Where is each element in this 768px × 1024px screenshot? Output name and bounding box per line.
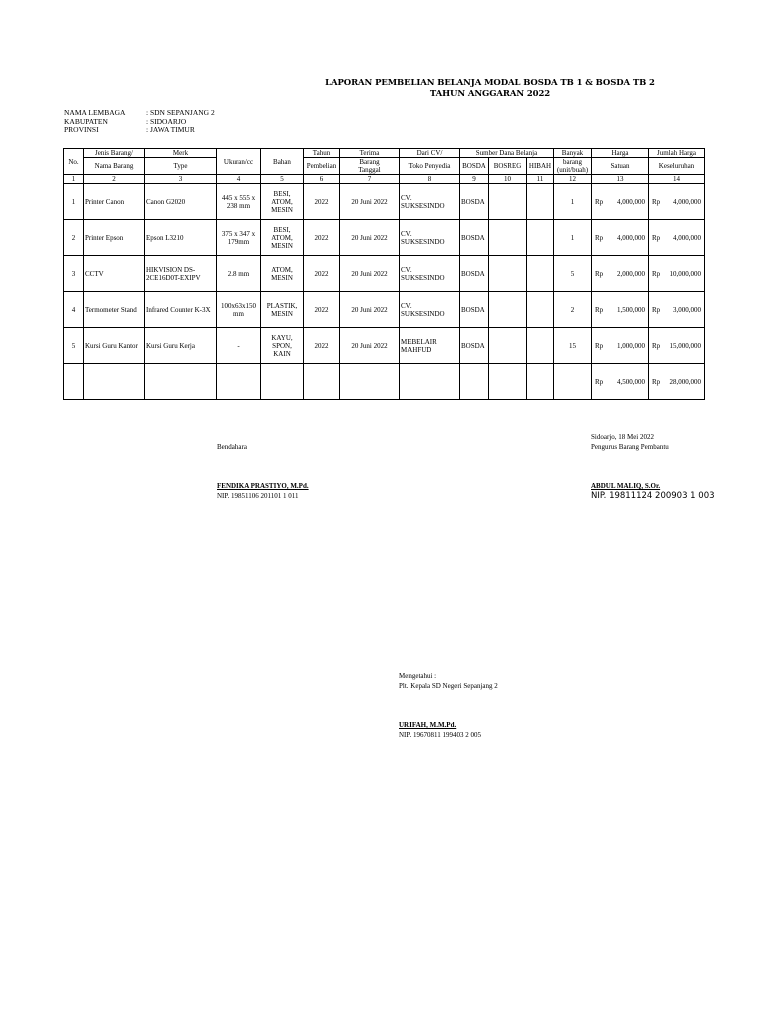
cell-merk: Epson L3210 (145, 220, 217, 256)
cell-bahan (261, 256, 304, 292)
kepala-nip: NIP. 19670811 199403 2 005 (399, 731, 481, 739)
info-value: : SDN SEPANJANG 2 (146, 108, 215, 117)
header-jumlah: Jumlah Harga (649, 149, 705, 158)
toko-line: CV. (401, 265, 412, 274)
pengurus-nip: NIP. 19811124 200903 1 003 (591, 491, 715, 501)
harga-value: 1,500,000 (617, 305, 645, 314)
report-year: TAHUN ANGGARAN 2022 (429, 89, 551, 99)
ukuran-line: 179mm (227, 237, 250, 246)
toko-line: SUKSESINDO (401, 273, 445, 282)
column-number: 7 (340, 175, 400, 184)
signature-bendahara-role: Bendahara (217, 443, 247, 451)
ukuran-line: mm (233, 309, 244, 318)
header-jenis: Jenis Barang/ (84, 149, 145, 158)
cell-banyak: 15 (554, 328, 592, 364)
cell-harga (592, 184, 649, 220)
cell-bahan (261, 292, 304, 328)
cell-merk: Canon G2020 (145, 184, 217, 220)
ukuran-line: - (237, 341, 240, 350)
place-date: Sidoarjo, 18 Mei 2022 (591, 433, 654, 441)
header-nama-barang: Nama Barang (84, 158, 145, 175)
cell-tanggal: 20 Juni 2022 (340, 220, 400, 256)
mengetahui-label: Mengetahui : (399, 672, 437, 680)
currency-label: Rp (595, 341, 604, 350)
bahan-line: SPON, (272, 341, 292, 350)
bahan-line: KAIN (273, 349, 291, 358)
cell-hibah (527, 220, 554, 256)
cell-bosreg (489, 184, 527, 220)
header-satuan: Satuan (592, 158, 649, 175)
cell-tahun: 2022 (304, 292, 340, 328)
cell-ukuran (217, 256, 261, 292)
cell-nama: CCTV (84, 256, 145, 292)
cell-banyak: 1 (554, 184, 592, 220)
currency-label: Rp (652, 377, 661, 386)
column-number: 8 (400, 175, 460, 184)
cell-bosreg (489, 292, 527, 328)
jumlah-value: 4,000,000 (673, 197, 701, 206)
column-number: 6 (304, 175, 340, 184)
totals-row (64, 364, 705, 400)
cell-banyak: 1 (554, 220, 592, 256)
cell-empty (340, 364, 400, 400)
jumlah-value: 10,000,000 (669, 269, 701, 278)
info-value: : SIDOARJO (146, 116, 187, 126)
info-label: PROVINSI (64, 125, 99, 135)
bahan-line: ATOM, (271, 197, 293, 206)
currency-label: Rp (595, 269, 604, 278)
column-number: 12 (554, 175, 592, 184)
cell-empty (145, 364, 217, 400)
column-number: 2 (84, 175, 145, 184)
toko-line: SUKSESINDO (401, 237, 445, 246)
cell-bosda: BOSDA (460, 184, 489, 220)
currency-label: Rp (652, 233, 661, 242)
cell-tahun: 2022 (304, 220, 340, 256)
signature-pengurus (591, 481, 715, 501)
header-barang-tanggal (340, 158, 400, 175)
table-row (64, 328, 705, 364)
purchase-table (63, 148, 705, 400)
harga-value: 4,000,000 (617, 233, 645, 242)
cell-toko (400, 328, 460, 364)
bahan-line: BESI, (273, 225, 291, 234)
institution-info (64, 109, 215, 135)
cell-toko (400, 256, 460, 292)
currency-label: Rp (595, 233, 604, 242)
cell-no: 3 (64, 256, 84, 292)
header-toko: Toko Penyedia (400, 158, 460, 175)
cell-no: 4 (64, 292, 84, 328)
ukuran-line: 100x63x150 (221, 301, 256, 310)
header-bosda: BOSDA (460, 158, 489, 175)
cell-harga (592, 256, 649, 292)
table-row (64, 292, 705, 328)
cell-toko (400, 184, 460, 220)
toko-line: CV. (401, 193, 412, 202)
cell-bosda: BOSDA (460, 220, 489, 256)
cell-empty (527, 364, 554, 400)
header-terima: Terima (340, 149, 400, 158)
cell-hibah (527, 328, 554, 364)
header-sumber-dana: Sumber Dana Belanja (460, 149, 554, 158)
cell-empty (400, 364, 460, 400)
info-label: NAMA LEMBAGA (64, 108, 126, 117)
signature-kepala-header (399, 671, 498, 691)
cell-banyak: 5 (554, 256, 592, 292)
column-number: 5 (261, 175, 304, 184)
cell-tahun: 2022 (304, 184, 340, 220)
bahan-line: PLASTIK, (266, 301, 298, 310)
info-value: : JAWA TIMUR (146, 125, 195, 135)
total-harga-value: 4,500,000 (617, 377, 645, 386)
harga-value: 4,000,000 (617, 197, 645, 206)
cell-jumlah (649, 256, 705, 292)
cell-no: 2 (64, 220, 84, 256)
bendahara-name: FENDIKA PRASTIYO, M.Pd. (217, 482, 309, 490)
currency-label: Rp (652, 341, 661, 350)
cell-nama: Printer Canon (84, 184, 145, 220)
bahan-line: MESIN (271, 205, 293, 214)
currency-label: Rp (652, 197, 661, 206)
currency-label: Rp (652, 305, 661, 314)
cell-banyak: 2 (554, 292, 592, 328)
column-number: 14 (649, 175, 705, 184)
bahan-line: ATOM, (271, 233, 293, 242)
bahan-line: KAYU, (271, 333, 293, 342)
cell-merk: Infrared Counter K-3X (145, 292, 217, 328)
cell-ukuran (217, 184, 261, 220)
cell-jumlah (649, 184, 705, 220)
table-row (64, 220, 705, 256)
cell-merk: Kursi Guru Kerja (145, 328, 217, 364)
column-number: 13 (592, 175, 649, 184)
header-ukuran: Ukuran/cc (217, 149, 261, 175)
bahan-line: MESIN (271, 309, 293, 318)
signature-kepala (399, 720, 481, 740)
header-barang-unit (554, 158, 592, 175)
header-unit-label: (unit/buah) (556, 166, 589, 174)
column-number: 1 (64, 175, 84, 184)
currency-label: Rp (652, 269, 661, 278)
header-bosreg: BOSREG (489, 158, 527, 175)
toko-line: SUKSESINDO (401, 201, 445, 210)
cell-empty (217, 364, 261, 400)
cell-bosreg (489, 220, 527, 256)
cell-tanggal: 20 Juni 2022 (340, 256, 400, 292)
header-barang: Barang (359, 158, 380, 166)
toko-line: CV. (401, 301, 412, 310)
header-tanggal: Tanggal (358, 166, 381, 174)
header-bahan: Bahan (261, 149, 304, 175)
currency-label: Rp (595, 305, 604, 314)
kepala-name: URIFAH, M.M.Pd. (399, 721, 457, 729)
cell-nama: Termometer Stand (84, 292, 145, 328)
cell-bosreg (489, 328, 527, 364)
cell-bahan (261, 184, 304, 220)
kepala-role: Plt. Kepala SD Negeri Sepanjang 2 (399, 682, 498, 690)
jumlah-value: 15,000,000 (669, 341, 701, 350)
total-harga (592, 364, 649, 400)
header-barang-label: barang (562, 158, 583, 166)
cell-empty (554, 364, 592, 400)
bahan-line: MESIN (271, 241, 293, 250)
cell-tahun: 2022 (304, 328, 340, 364)
header-pembelian: Pembelian (304, 158, 340, 175)
cell-bosda: BOSDA (460, 256, 489, 292)
cell-harga (592, 328, 649, 364)
cell-jumlah (649, 220, 705, 256)
currency-label: Rp (595, 377, 604, 386)
cell-merk: HIKVISION DS-2CE16D0T-EXIPV (145, 256, 217, 292)
cell-hibah (527, 184, 554, 220)
bahan-line: BESI, (273, 189, 291, 198)
column-number: 4 (217, 175, 261, 184)
cell-tanggal: 20 Juni 2022 (340, 328, 400, 364)
column-number: 10 (489, 175, 527, 184)
cell-empty (460, 364, 489, 400)
cell-no: 1 (64, 184, 84, 220)
cell-empty (489, 364, 527, 400)
cell-tanggal: 20 Juni 2022 (340, 184, 400, 220)
cell-bosda: BOSDA (460, 328, 489, 364)
cell-harga (592, 292, 649, 328)
pengurus-role: Pengurus Barang Pembantu (591, 443, 669, 451)
header-harga: Harga (592, 149, 649, 158)
info-label: KABUPATEN (64, 116, 108, 126)
cell-empty (304, 364, 340, 400)
header-row-2 (64, 158, 705, 175)
toko-line: MAHFUD (401, 345, 432, 354)
total-jumlah (649, 364, 705, 400)
table-row (64, 184, 705, 220)
jumlah-value: 3,000,000 (673, 305, 701, 314)
toko-line: MEBELAIR (401, 337, 437, 346)
cell-toko (400, 292, 460, 328)
total-jumlah-value: 28,000,000 (669, 377, 701, 386)
cell-ukuran (217, 292, 261, 328)
cell-bahan (261, 328, 304, 364)
bahan-line: ATOM, (271, 265, 293, 274)
header-banyak: Banyak (554, 149, 592, 158)
ukuran-line: 2.8 mm (227, 269, 250, 278)
cell-jumlah (649, 328, 705, 364)
signature-pengurus-header (591, 432, 669, 452)
toko-line: SUKSESINDO (401, 309, 445, 318)
pengurus-name: ABDUL MALIQ, S.Or. (591, 482, 661, 490)
cell-toko (400, 220, 460, 256)
header-dari: Dari CV/ (400, 149, 460, 158)
cell-no: 5 (64, 328, 84, 364)
cell-jumlah (649, 292, 705, 328)
report-title: LAPORAN PEMBELIAN BELANJA MODAL BOSDA TB 1 & BOSDA TB 2 (325, 78, 655, 88)
header-type: Type (145, 158, 217, 175)
header-hibah: HIBAH (527, 158, 554, 175)
cell-empty (261, 364, 304, 400)
column-number-row (64, 175, 705, 184)
header-no: No. (64, 149, 84, 175)
ukuran-line: 445 x 555 x (221, 193, 256, 202)
jumlah-value: 4,000,000 (673, 233, 701, 242)
cell-bosreg (489, 256, 527, 292)
currency-label: Rp (595, 197, 604, 206)
column-number: 11 (527, 175, 554, 184)
bendahara-nip: NIP. 19851106 201101 1 011 (217, 492, 299, 500)
header-row-1 (64, 149, 705, 158)
harga-value: 1,000,000 (617, 341, 645, 350)
column-number: 9 (460, 175, 489, 184)
cell-nama: Kursi Guru Kantor (84, 328, 145, 364)
cell-tanggal: 20 Juni 2022 (340, 292, 400, 328)
table-row (64, 256, 705, 292)
header-tahun: Tahun (304, 149, 340, 158)
bahan-line: MESIN (271, 273, 293, 282)
header-merk: Merk (145, 149, 217, 158)
ukuran-line: 238 mm (226, 201, 251, 210)
cell-harga (592, 220, 649, 256)
cell-tahun: 2022 (304, 256, 340, 292)
info-row-provinsi (64, 126, 215, 135)
cell-bahan (261, 220, 304, 256)
column-number: 3 (145, 175, 217, 184)
cell-bosda: BOSDA (460, 292, 489, 328)
cell-ukuran (217, 220, 261, 256)
cell-empty (64, 364, 84, 400)
signature-bendahara (217, 481, 309, 501)
cell-ukuran (217, 328, 261, 364)
header-keseluruhan: Keseluruhan (649, 158, 705, 175)
ukuran-line: 375 x 347 x (221, 229, 256, 238)
cell-hibah (527, 292, 554, 328)
toko-line: CV. (401, 229, 412, 238)
harga-value: 2,000,000 (617, 269, 645, 278)
cell-hibah (527, 256, 554, 292)
cell-empty (84, 364, 145, 400)
cell-nama: Printer Epson (84, 220, 145, 256)
